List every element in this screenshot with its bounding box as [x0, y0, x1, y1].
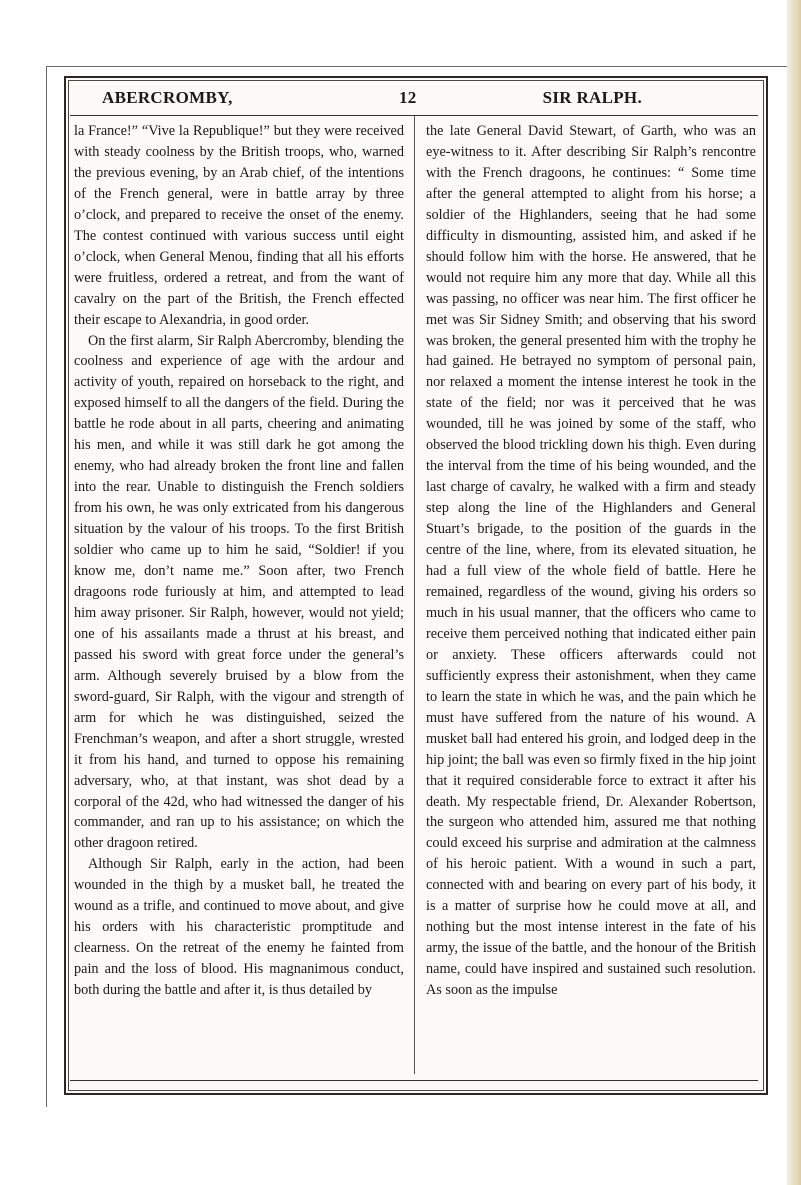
running-head-left: ABERCROMBY,: [102, 88, 233, 107]
paragraph: On the first alarm, Sir Ralph Abercromby, blending the coolness and experience of age with the ardour and activity of youth, repaired on horseback to the right, and exposed himself to all the dangers of the field. During the battle he rode about in all parts, cheering and animating his men, and while it was still dark he got among the enemy, who had already broken the front line and fallen into the rear. Unable to distinguish the French soldiers from his own, he was only extricated from his dangerous situation by the valour of his troops. To the first British soldier who came up to him he said, “Soldier! if you know me, don’t name me.” Soon after, two French dragoons rode furiously at him, and attempted to lead him away prisoner. Sir Ralph, however, would not yield; one of his assailants made a thrust at his breast, and passed his sword with great force under the general’s arm. Although severely bruised by a blow from the sword-guard, Sir Ralph, with the vigour and strength of arm for which he was distinguished, seized the Frenchman’s weapon, and after a short struggle, wrested it from his hand, and turned to oppose his remaining adversary, who, at that instant, was shot dead by a corporal of the 42d, who had witnessed the danger of his commander, and ran up to his assistance; on which the other dragoon retired.: [74, 332, 404, 852]
footer-rule: [70, 1080, 758, 1081]
running-head: [66, 88, 762, 116]
paragraph: la France!” “Vive la Republique!” but they were received with steady coolness by the British troops, who, warned the previous evening, by an Arab chief, of the intentions of the French general, were in battle array by three o’clock, and prepared to receive the onset of the enemy. The contest continued with various success until eight o’clock, when General Menou, finding that all his efforts were fruitless, ordered a retreat, and from the want of cavalry on the part of the British, the French effected their escape to Alexandria, in good order.: [74, 123, 404, 328]
running-head-right: SIR RALPH.: [542, 88, 642, 107]
column-divider: [414, 116, 415, 1074]
left-column: [74, 121, 404, 1001]
right-column: [426, 121, 756, 1001]
page-edge: [787, 0, 801, 1185]
paragraph: Although Sir Ralph, early in the action, had been wounded in the thigh by a musket ball, he treated the wound as a trifle, and continued to move about, and give his orders with his characteristic promptitude and clearness. On the retreat of the enemy he fainted from pain and the loss of blood. His magnanimous conduct, both during the battle and after it, is thus detailed by: [74, 856, 404, 999]
page-number: 12: [399, 88, 417, 107]
paragraph: the late General David Stewart, of Garth, who was an eye-witness to it. After describing Sir Ralph’s rencontre with the French dragoons, he continues: “ Some time after the general attempted to alight from his horse; a soldier of the Highlanders, seeing that he had some difficulty in dismounting, assisted him, and asked if he should follow him with the horse. He answered, that he would not require him any more that day. While all this was passing, no officer was near him. The first officer he met was Sir Sidney Smith; and observing that his sword was broken, the general presented him with the trophy he had gained. He betrayed no symptom of personal pain, nor relaxed a moment the intense interest he took in the state of the field; nor was it perceived that he was wounded, till he was joined by some of the staff, who observed the blood trickling down his thigh. Even during the interval from the time of his being wounded, and the last charge of cavalry, he walked with a firm and steady step along the line of the Highlanders and General Stuart’s brigade, to the position of the guards in the centre of the line, where, from its elevated situation, he had a full view of the whole field of battle. Here he remained, regardless of the wound, giving his orders so much in his usual manner, that the officers who came to receive them perceived nothing that indicated either pain or anxiety. These officers afterwards could not sufficiently express their astonishment, when they came to learn the state in which he was, and the pain which he must have suffered from the nature of his wound. A musket ball had entered his groin, and lodged deep in the hip joint; the ball was even so firmly fixed in the hip joint that it required considerable force to extract it after his death. My respectable friend, Dr. Alexander Robertson, the surgeon who attended him, assured me that nothing could exceed his surprise and admiration at the calmness of his heroic patient. With a wound in such a part, connected with and bearing on every part of his body, it is a matter of surprise how he could move at all, and nothing but the most intense interest in the fate of his army, the issue of the battle, and the honour of the British name, could have inspired and sustained such resolution. As soon as the impulse: [426, 123, 756, 999]
